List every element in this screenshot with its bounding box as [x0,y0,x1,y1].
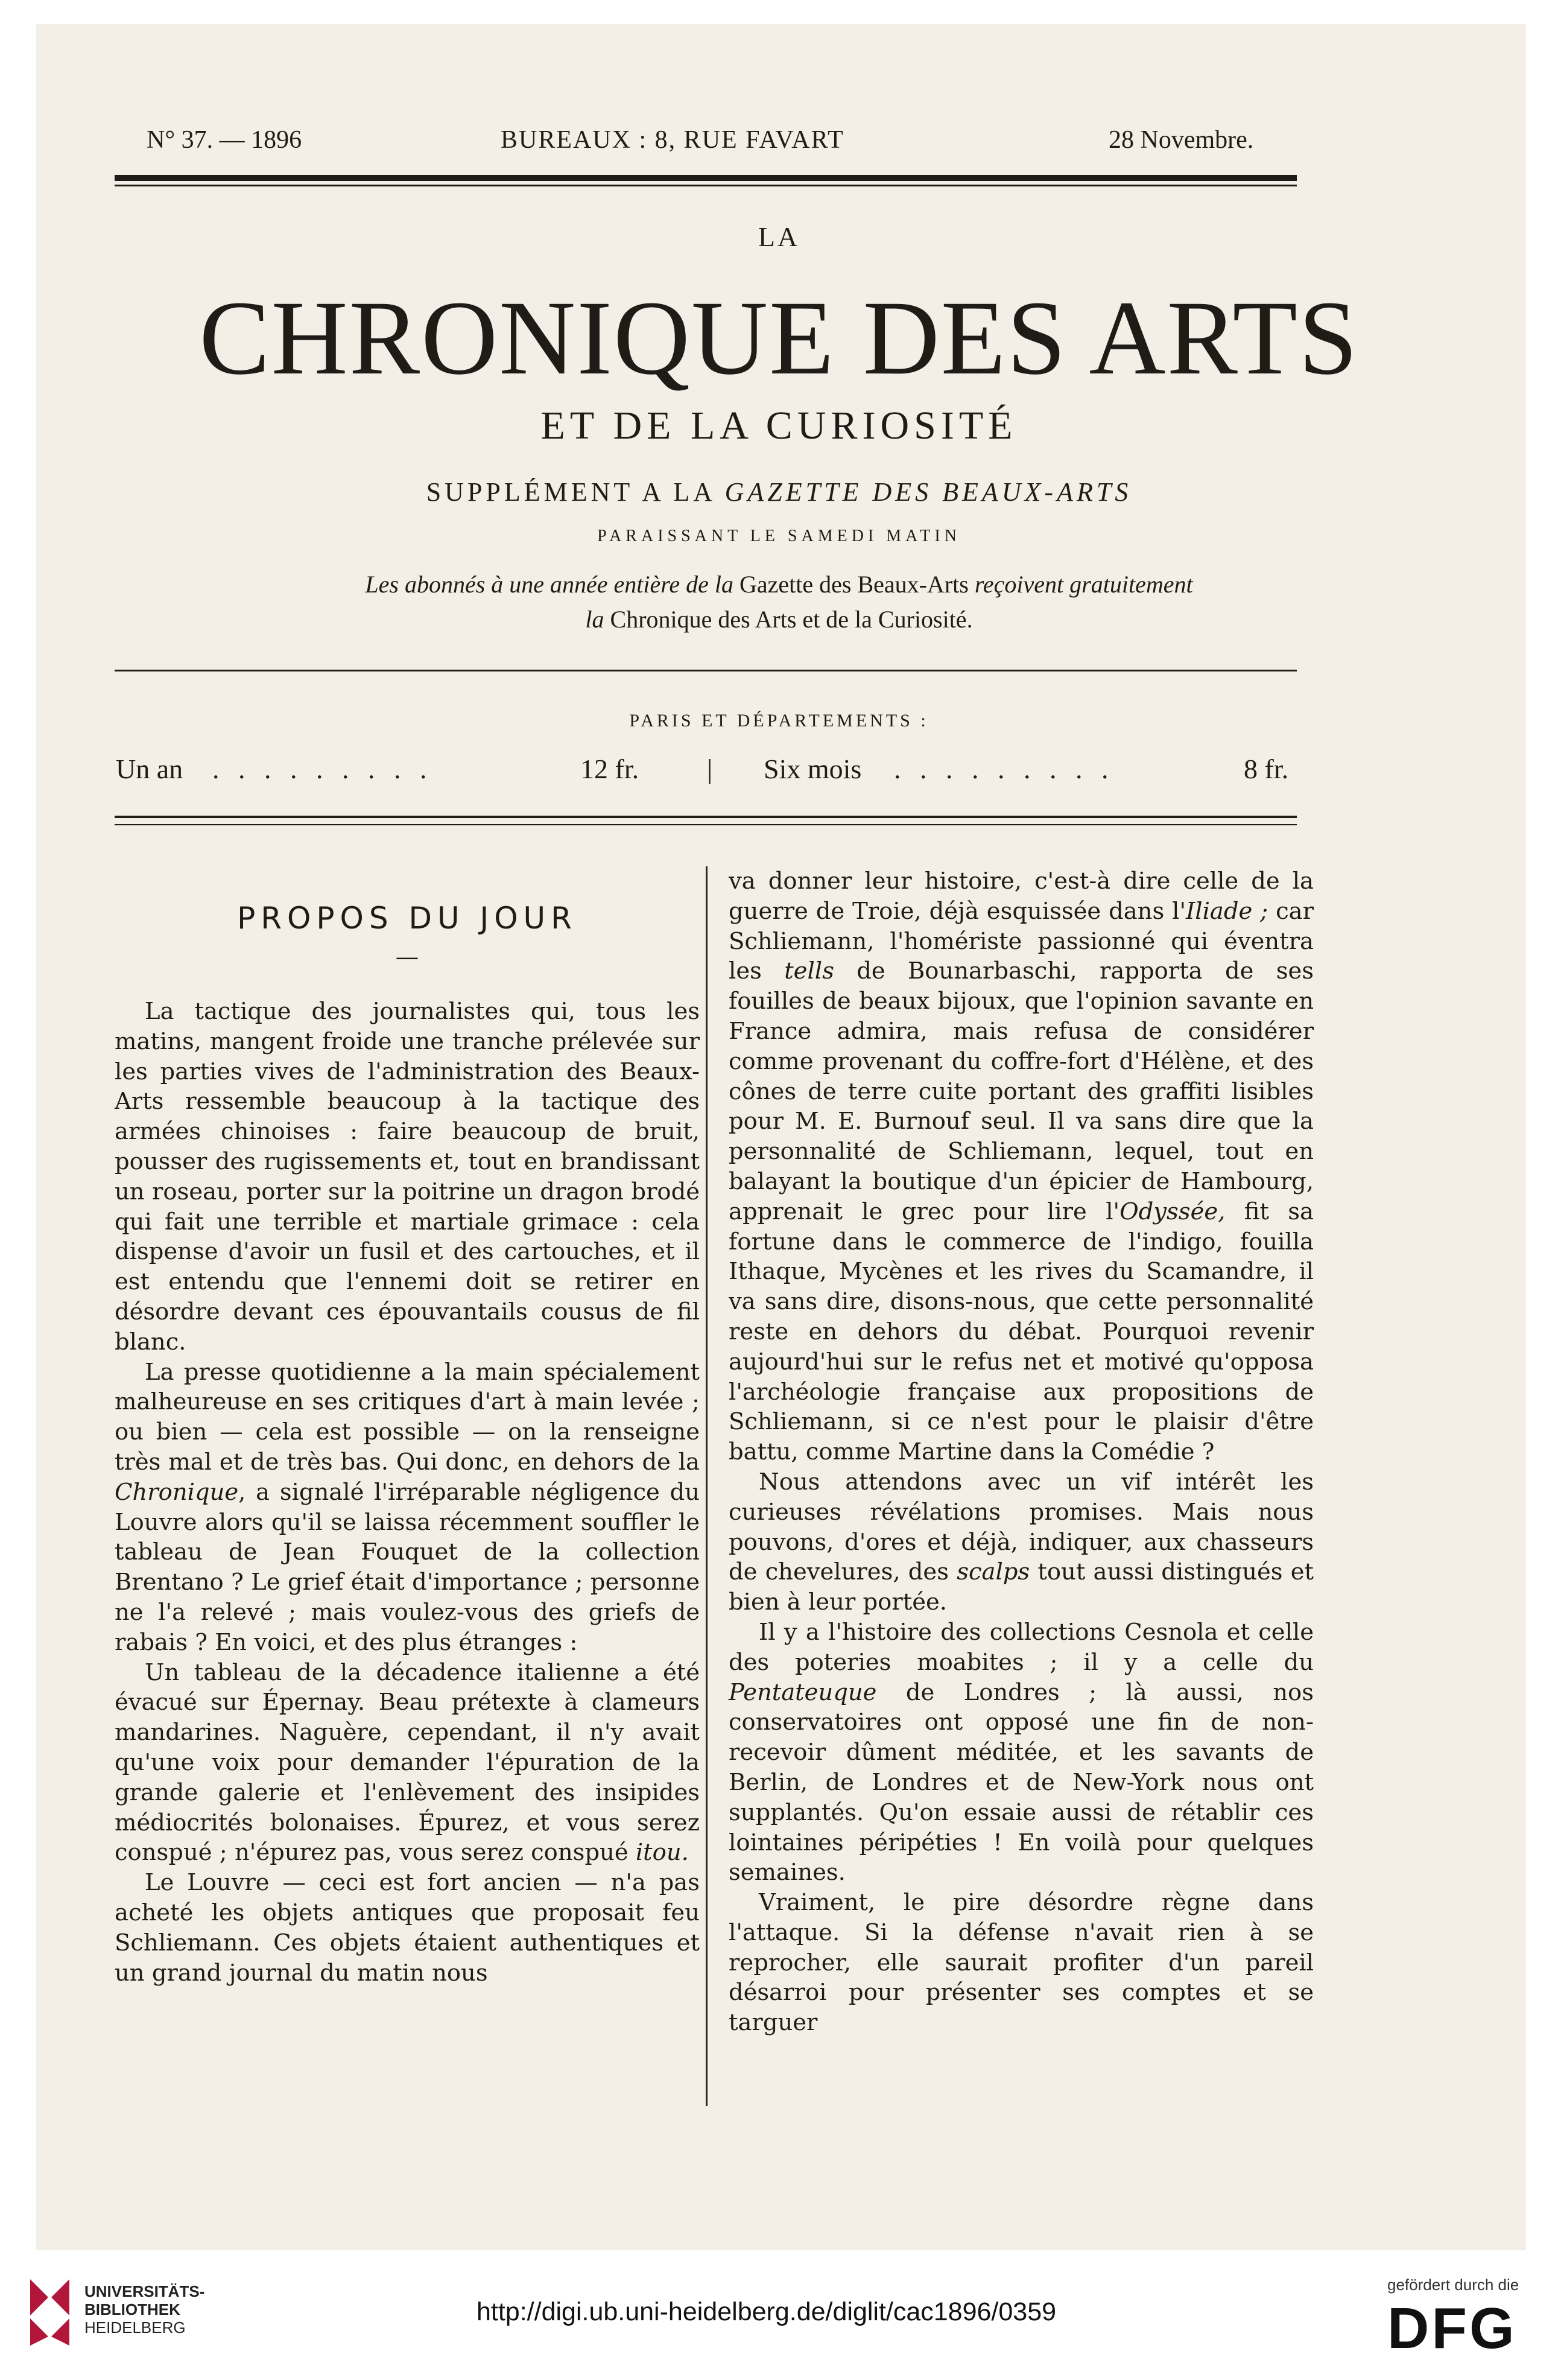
italic-run: itou. [635,1839,689,1867]
italic-run: Odyssée, [1119,1198,1226,1225]
note-chronique: Chronique des Arts et de la Curiosité. [610,606,973,633]
supplement-prefix: SUPPLÉMENT A LA [426,477,715,507]
article-title: PROPOS DU JOUR [237,901,577,936]
text-run: Il y a l'histoire des collections Cesnola et celle des poteries moabites ; il y a celle du [729,1618,1314,1676]
text-run: de Londres ; là aussi, nos conservatoires ont opposé une fin de non-recevoir dûment méditée, et les savants de Berlin, de Londres et de New-York nous ont supplantés. Qu'on essaie aussi de rétablir ces lointaines péripéties ! En voilà pour quelques semaines. [729,1678,1314,1887]
paragraph [729,1617,1314,1888]
source-url[interactable]: http://digi.ub.uni-heidelberg.de/diglit/cac1896/0359 [477,2297,1057,2326]
paragraph [729,1467,1314,1617]
masthead-la: LA [758,221,800,252]
paragraph: Vraiment, le pire désordre règne dans l'attaque. Si la défense n'avait rien à se reprocher, elle saurait profiter d'un pareil désarroi pour présenter ses comptes et se targuer [729,1889,1314,2037]
text-run: Un tableau de la décadence italienne a été évacué sur Épernay. Beau prétexte à clameurs mandarines. Naguère, cependant, il n'y avait qu'une voix pour demander l'épuration de la grande galerie et l'enlèvement des insipides médiocrités bolonaises. Épurez, et vous serez conspué ; n'épurez pas, vous serez conspué [115,1658,700,1867]
paragraph [729,866,1314,1467]
text-run: car Schliemann, l'homériste passionné qui éventra les [729,897,1314,985]
year-price: 12 fr. [580,754,639,784]
article-left-column [115,866,700,1988]
italic-run: Pentateuque [729,1678,877,1706]
library-name [84,2282,204,2337]
italic-run: Chronique [115,1478,239,1506]
library-logo-icon [24,2273,78,2346]
library-name-line: BIBLIOTHEK [84,2300,180,2318]
library-name-line: HEIDELBERG [84,2318,186,2337]
price-separator: | [707,754,713,784]
library-logo [24,2273,78,2348]
italic-run: scalps [957,1558,1030,1586]
header-rule-thin [115,185,1297,186]
paragraph [115,1658,700,1868]
year-dots: . . . . . . . . . [212,754,433,784]
paragraph: La tactique des journalistes qui, tous les matins, mangent froide une tranche prélevée sur les parties vives de l'administration des Beaux-Arts ressemble beaucoup à la tactique des armées chinoises : faire beaucoup de bruit, pousser des rugissements et, tout en brandissant un roseau, porter sur la poitrine un dragon brodé qui fait une terrible et martiale grimace : cela dispense d'avoir un fusil et des cartouches, et il est entendu que l'ennemi doit se retirer en désordre devant ces épouvantails cousus de fil blanc. [115,998,700,1356]
text-run: Nous attendons avec un vif intérêt les curieuses révélations promises. Mais nous pouvons, d'ores et déjà, indiquer, aux chasseurs de chevelures, des [729,1468,1314,1586]
prices-rule-1 [115,816,1297,818]
text-run: de Bounarbaschi, rapporta de ses fouilles de beaux bijoux, que l'opinion savante en France admira, mais refusa de considérer comme provenant du coffre-fort d'Hélène, et des cônes de terre cuite portant des graffiti lisibles pour M. E. Burnouf seul. Il va sans dire que la personnalité de Schliemann, lequel, tout en balayant la boutique d'un épicier de Hambourg, apprenait le grec pour lire l' [729,957,1314,1225]
six-months-price: 8 fr. [1244,754,1289,784]
note-gazette: Gazette des Beaux-Arts [739,571,969,598]
bureaux-address: BUREAUX : 8, RUE FAVART [501,126,844,154]
library-name-line: UNIVERSITÄTS- [84,2282,205,2300]
issue-number: N° 37. — 1896 [147,126,302,154]
masthead-subtitle: ET DE LA CURIOSITÉ [540,404,1018,448]
note-text: reçoivent gratuitement [974,571,1193,598]
column-divider [706,866,708,2106]
note-text: la [585,606,604,633]
issue-date: 28 Novembre. [1109,126,1254,154]
italic-run: Iliade ; [1186,897,1268,925]
article-right-column [729,866,1314,2038]
dfg-logo: DFG [1387,2296,1517,2361]
paragraph: Le Louvre — ceci est fort ancien — n'a pas acheté les objets antiques que proposait feu Schliemann. Ces objets étaient authentiques et un grand journal du matin nous [115,1869,700,1987]
text-run: La presse quotidienne a la main spécialement malheureuse en ses critiques d'art à main levée ; ou bien — cela est possible — on la renseigne très mal et de très bas. Qui donc, en dehors de la [115,1358,700,1476]
note-text: Les abonnés à une année entière de la [365,571,733,598]
subscription-heading: PARIS ET DÉPARTEMENTS : [629,711,929,731]
year-label: Un an [116,754,183,784]
header-rule-thick [115,175,1297,181]
prices-rule-2 [115,824,1297,825]
six-months-dots: . . . . . . . . . [894,754,1115,784]
supplement-gazette: GAZETTE DES BEAUX-ARTS [724,477,1132,507]
six-months-label: Six mois [764,754,862,784]
paragraph [115,1357,700,1658]
italic-run: tells [784,957,834,985]
text-run: tout aussi distingués et bien à leur portée. [729,1558,1314,1616]
supplement-line [0,477,1558,507]
text-run: fit sa fortune dans le commerce de l'indigo, fouilla Ithaque, Mycènes et les rives du Scamandre, il va sans dire, disons-nous, que cette personnalité reste en dehors du débat. Pourquoi revenir aujourd'hui sur le refus net et motivé qu'opposa l'archéologie française aux propositions de Schliemann, si ce n'est pour le plaisir d'être battu, comme Martine dans la Comédie ? [729,1198,1314,1466]
funded-by-label: gefördert durch die [1387,2276,1519,2294]
text-run: , a signalé l'irréparable négligence du Louvre alors qu'il se laissa récemment souffler le tableau de Jean Fouquet de la collection Brentano ? Le grief était d'importance ; personne ne l'a relevé ; mais voulez-vous des griefs de rabais ? En voici, et des plus étranges : [115,1478,700,1656]
subscriber-note-line1 [0,570,1558,598]
publication-schedule: PARAISSANT LE SAMEDI MATIN [597,527,961,545]
text-run: va donner leur histoire, c'est-à dire celle de la guerre de Troie, déjà esquissée dans l' [729,868,1314,925]
subscriber-note-line2 [0,605,1558,633]
title-dash: — [395,944,419,971]
masthead-title: CHRONIQUE DES ARTS [199,279,1359,397]
masthead-rule [115,670,1297,671]
